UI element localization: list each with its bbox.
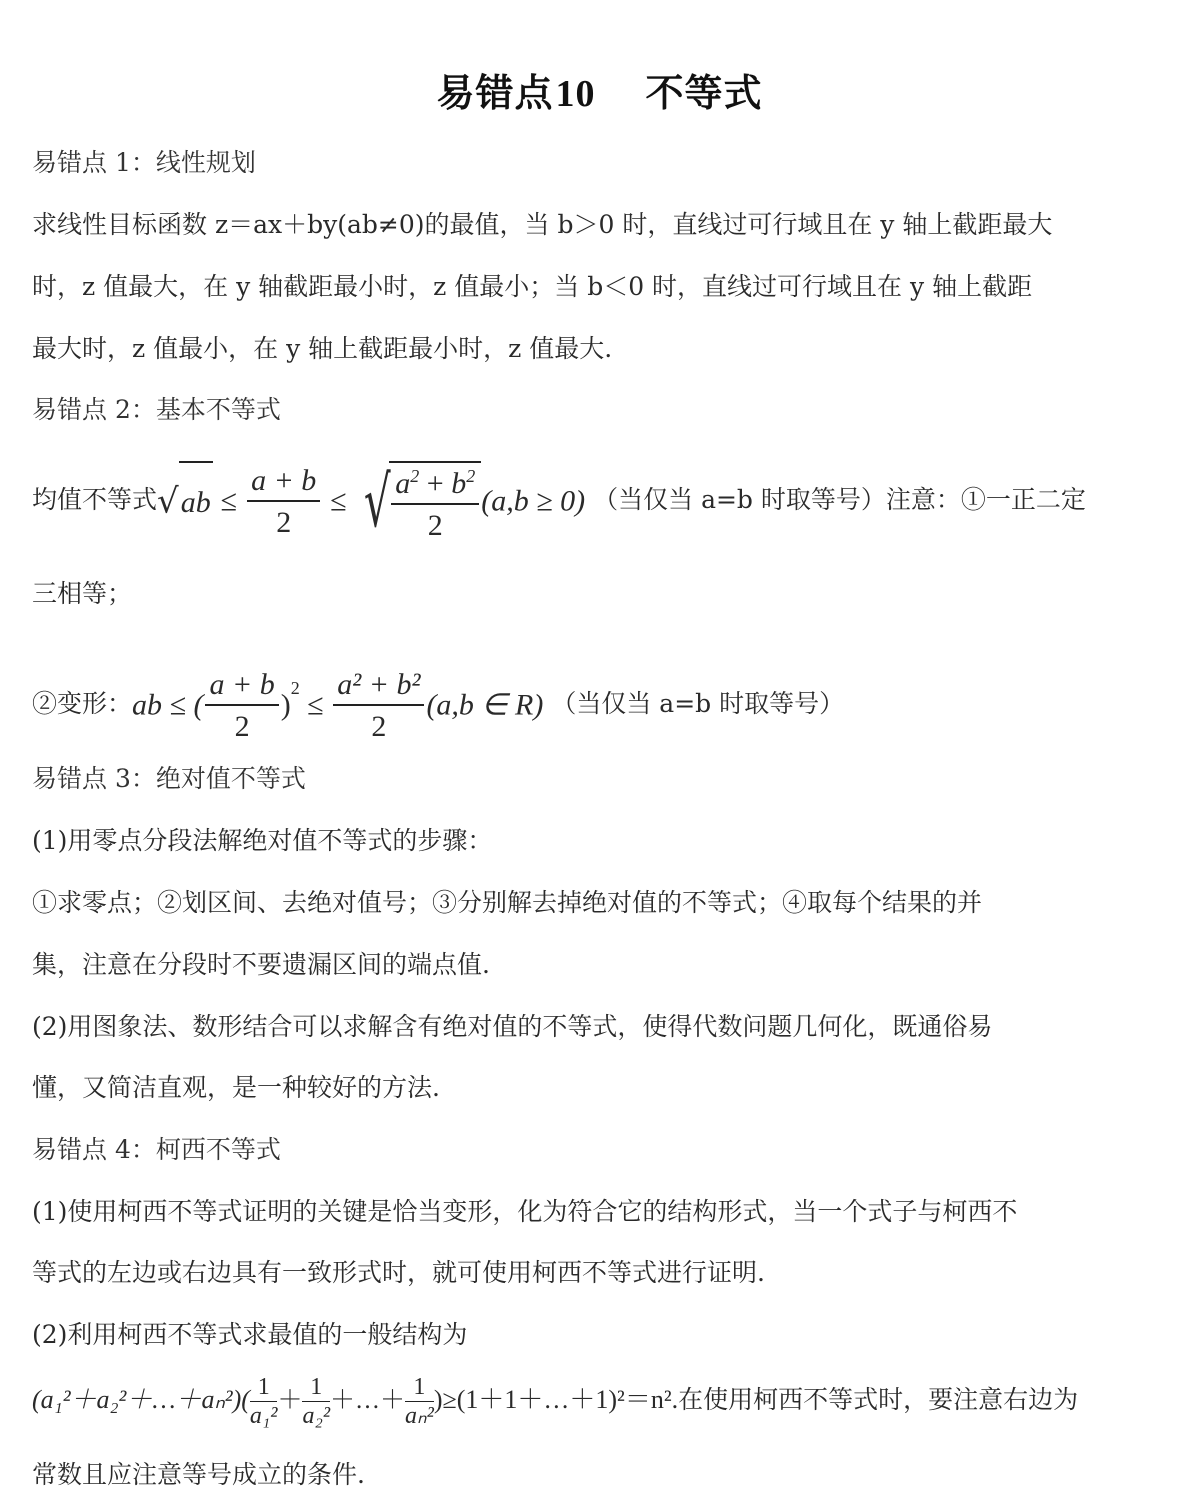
equality-note: （当仅当 a=b 时取等号）注意：①一正二定 [593, 485, 1086, 514]
sqrt-ab: √ab [157, 460, 213, 543]
paragraph-line: 时，z 值最大，在 y 轴截距最小时，z 值最小；当 b＜0 时，直线过可行域且在 y 轴上截距 [32, 272, 1033, 301]
equality-note: （当仅当 a=b 时取等号） [551, 689, 845, 718]
condition: (a,b ≥ 0) [481, 484, 586, 518]
paragraph-line: ①求零点；②划区间、去绝对值号；③分别解去掉绝对值的不等式；④取每个结果的并 [32, 888, 983, 917]
paragraph-line: 求线性目标函数 z＝ax＋by(ab≠0)的最值，当 b＞0 时，直线过可行域且在 y 轴上截距最大 [32, 210, 1053, 239]
paragraph-line: 最大时，z 值最小，在 y 轴上截距最小时，z 值最大. [32, 334, 613, 363]
section-heading-1: 易错点 1：线性规划 [32, 148, 256, 177]
paragraph-line: (1)用零点分段法解绝对值不等式的步骤： [32, 826, 493, 855]
transform-formula: ②变形：ab ≤ ( $\frac{a + b}{2}$ )$^2$ ≤ $\frac{\text{a² + b²}}{2}$ (a,b ∈ R) （当仅当 a=b 时取等号） [32, 667, 845, 743]
title-number: 10 [555, 73, 596, 115]
title-prefix: 易错点 [436, 70, 554, 115]
fraction-a-plus-b-over-2: $\frac{a + b}{2}$ [247, 466, 320, 538]
formula-label: ②变形： [32, 689, 133, 718]
paragraph-line: 等式的左边或右边具有一致形式时，就可使用柯西不等式进行证明. [32, 1258, 765, 1287]
formula-label: 均值不等式 [32, 485, 158, 514]
paragraph-line: 常数且应注意等号成立的条件. [32, 1460, 365, 1489]
condition: (a,b ∈ R) [426, 688, 544, 722]
section-heading-3: 易错点 3：绝对值不等式 [32, 764, 306, 793]
paragraph-line: 集，注意在分段时不要遗漏区间的端点值. [32, 950, 490, 979]
title-topic: 不等式 [645, 70, 763, 115]
fraction-squares-over-2: $\frac{\text{a² + b²}}{2}$ [333, 670, 424, 742]
page-title [0, 62, 1199, 117]
paragraph-line: (2)用图象法、数形结合可以求解含有绝对值的不等式，使得代数问题几何化，既通俗易 [32, 1012, 993, 1041]
cauchy-formula: (a₁²＋a₂²＋…＋aₙ²)( $\frac{1}{\text{a₁²}}$ ＋ $\frac{1}{\text{a₂²}}$ ＋…＋ $\frac{1}{\text{aₙ²}}$ )≥(1＋1＋…＋1)²＝n².在使用柯西不等式时，要注意右边为 [32, 1374, 1079, 1429]
fraction-a-plus-b-over-2: $\frac{a + b}{2}$ [205, 670, 278, 742]
paragraph-line: (2)利用柯西不等式求最值的一般结构为 [32, 1320, 468, 1349]
mean-inequality-formula: 均值不等式√ab ≤ $\frac{a + b}{2}$ ≤ √ $\frac{a^2 + b^2}{2}$ (a,b ≥ 0) （当仅当 a=b 时取等号）注意：①一正二定 [32, 460, 1086, 543]
section-heading-4: 易错点 4：柯西不等式 [32, 1135, 281, 1164]
sqrt-quadratic-mean: √ $\frac{a^2 + b^2}{2}$ [355, 460, 482, 543]
paragraph-line: 懂，又简洁直观，是一种较好的方法. [32, 1073, 440, 1102]
paragraph-line: 三相等； [32, 579, 133, 608]
paragraph-line: (1)使用柯西不等式证明的关键是恰当变形，化为符合它的结构形式，当一个式子与柯西不 [32, 1197, 1018, 1226]
section-heading-2: 易错点 2：基本不等式 [32, 395, 281, 424]
